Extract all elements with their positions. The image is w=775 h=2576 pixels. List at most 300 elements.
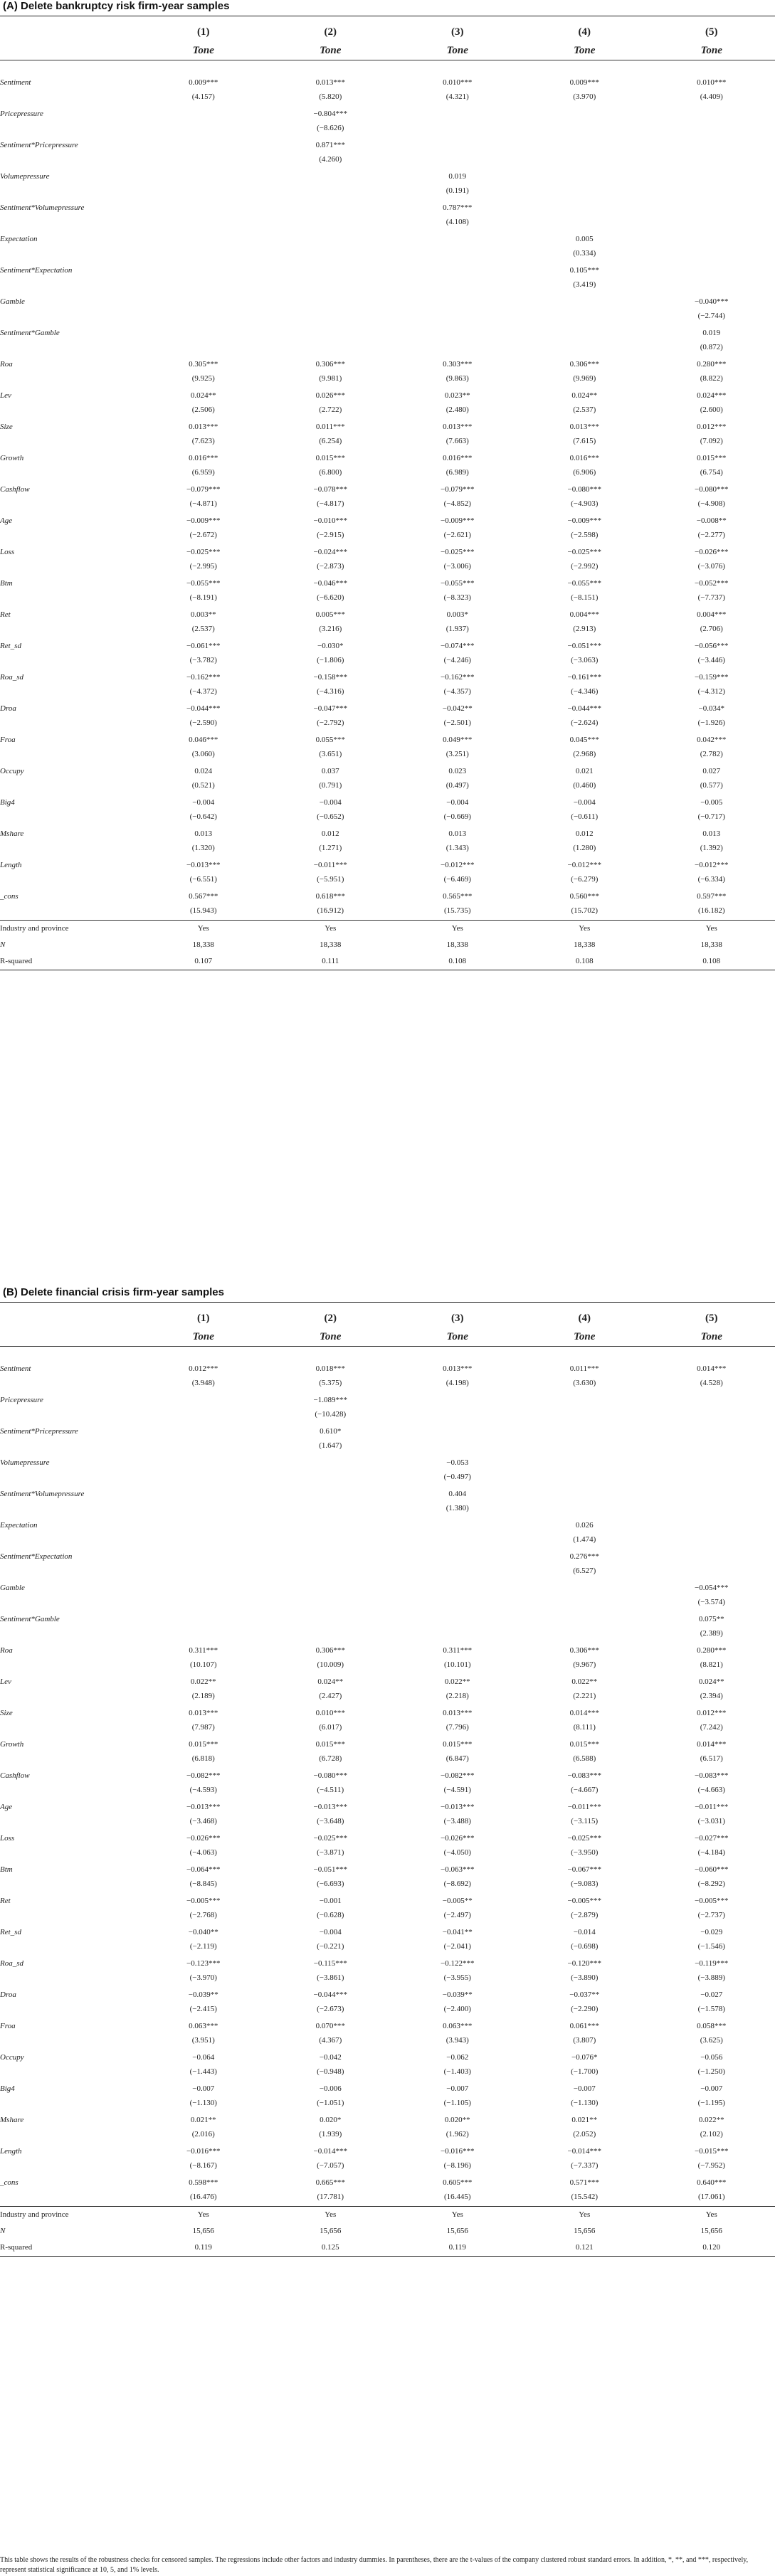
coefficient-cell: 0.019: [448, 172, 467, 181]
coefficient-cell: −0.004: [319, 798, 342, 807]
coefficient-cell: [140, 1486, 267, 1502]
t-statistic-cell: (10.107): [189, 1660, 217, 1669]
coefficient-cell: [648, 263, 775, 278]
coefficient-cell: 0.009***: [569, 78, 599, 87]
t-statistic-cell: [394, 1439, 521, 1455]
coefficient-row: [0, 2112, 775, 2128]
t-statistic-cell: [140, 1439, 267, 1455]
t-statistic-cell: (−3.890): [571, 1973, 599, 1982]
t-statistic-cell: [267, 1533, 394, 1549]
t-statistic-cell: (−8.323): [443, 593, 471, 602]
t-statistic-cell: (−4.511): [317, 1786, 344, 1794]
footer-value: 0.120: [648, 2240, 775, 2257]
coefficient-cell: −0.044***: [313, 1991, 347, 1999]
coefficient-row: [0, 1956, 775, 1971]
t-statistic-cell: (−8.191): [189, 593, 217, 602]
variable-label: Age: [0, 516, 13, 525]
coefficient-cell: 0.015***: [189, 1740, 218, 1749]
coefficient-row: [0, 889, 775, 904]
t-statistic-cell: (7.987): [191, 1723, 215, 1732]
t-statistic-cell: [521, 341, 648, 356]
coefficient-cell: −0.005***: [186, 1897, 221, 1905]
coefficient-cell: −0.013***: [441, 1803, 475, 1811]
coefficient-row: [0, 388, 775, 403]
t-statistic-cell: [267, 1596, 394, 1611]
coefficient-cell: −0.047***: [313, 704, 347, 713]
coefficient-cell: −0.162***: [441, 673, 475, 682]
t-statistic-row: [0, 1533, 775, 1549]
coefficient-row: [0, 763, 775, 779]
blank-label: [0, 372, 140, 388]
blank-label: [0, 1783, 140, 1799]
t-statistic-cell: (10.009): [317, 1660, 344, 1669]
blank-label: [0, 153, 140, 169]
t-statistic-cell: (3.943): [446, 2036, 469, 2045]
variable-label: Sentiment*Expectation: [0, 1552, 73, 1561]
coefficient-cell: 0.011***: [569, 1364, 599, 1373]
variable-label: Mshare: [0, 2116, 24, 2124]
coefficient-cell: [140, 1611, 267, 1627]
t-statistic-cell: [140, 247, 267, 263]
t-statistic-cell: (−10.428): [315, 1410, 347, 1419]
footer-row: [0, 953, 775, 970]
coefficient-row: [0, 1768, 775, 1783]
t-statistic-row: [0, 1752, 775, 1768]
coefficient-row: [0, 1611, 775, 1627]
coefficient-cell: 0.015***: [315, 1740, 345, 1749]
t-statistic-cell: (8.821): [700, 1660, 723, 1669]
coefficient-row: [0, 576, 775, 591]
t-statistic-cell: (−1.130): [189, 2099, 217, 2107]
blank-label: [0, 1971, 140, 1987]
header-spacer: [0, 1347, 775, 1362]
variable-label: Size: [0, 1709, 13, 1717]
coefficient-cell: −0.158***: [313, 673, 347, 682]
t-statistic-cell: (5.820): [319, 92, 342, 101]
t-statistic-cell: (10.101): [443, 1660, 471, 1669]
footer-value: 0.119: [394, 2240, 521, 2257]
coefficient-cell: [648, 231, 775, 247]
t-statistic-cell: (3.419): [573, 280, 596, 289]
variable-label: Sentiment*Gamble: [0, 329, 60, 337]
coefficient-cell: 0.024***: [697, 391, 727, 400]
coefficient-row: [0, 450, 775, 466]
coefficient-cell: [521, 1580, 648, 1596]
variable-label: Cashflow: [0, 485, 30, 494]
t-statistic-cell: (4.157): [191, 92, 215, 101]
t-statistic-cell: (−2.992): [571, 562, 599, 571]
coefficient-cell: 0.023: [448, 767, 467, 775]
variable-label: Froa: [0, 736, 16, 744]
section-b-top-rule: [0, 1302, 775, 1303]
t-statistic-cell: (−1.130): [571, 2099, 599, 2107]
coefficient-cell: 0.063***: [189, 2022, 218, 2030]
coefficient-cell: 0.009***: [189, 78, 218, 87]
footer-row: [0, 2223, 775, 2240]
t-statistic-cell: (−3.468): [189, 1817, 217, 1825]
t-statistic-cell: (17.061): [697, 2193, 725, 2201]
t-statistic-cell: (9.925): [191, 374, 215, 383]
coefficient-cell: 0.012: [321, 829, 339, 838]
t-statistic-cell: [648, 1470, 775, 1486]
coefficient-cell: −0.079***: [441, 485, 475, 494]
t-statistic-row: [0, 1690, 775, 1705]
coefficient-cell: 0.013***: [569, 423, 599, 431]
coefficient-row: [0, 1486, 775, 1502]
blank-label: [0, 779, 140, 795]
coefficient-row: [0, 2175, 775, 2190]
t-statistic-cell: (4.528): [700, 1379, 723, 1387]
t-statistic-cell: (−7.057): [317, 2161, 344, 2170]
t-statistic-cell: (15.735): [443, 906, 471, 915]
coefficient-cell: [140, 325, 267, 341]
coefficient-cell: 0.024**: [190, 391, 216, 400]
coefficient-cell: 0.016***: [443, 454, 473, 462]
variable-label: Droa: [0, 1991, 16, 1999]
coefficient-cell: [648, 1424, 775, 1439]
variable-label: Sentiment*Volumepressure: [0, 1490, 85, 1498]
t-statistic-cell: (3.951): [191, 2036, 215, 2045]
t-statistic-cell: [394, 309, 521, 325]
coefficient-row: [0, 2143, 775, 2159]
variable-label: Droa: [0, 704, 16, 713]
footer-label: Industry and province: [0, 921, 140, 938]
coefficient-cell: 0.013***: [189, 1709, 218, 1717]
coefficient-cell: 0.018***: [315, 1364, 345, 1373]
coefficient-cell: 0.015***: [697, 454, 727, 462]
footer-row: [0, 2207, 775, 2224]
t-statistic-cell: (−2.673): [317, 2005, 344, 2013]
coefficient-cell: 0.280***: [697, 360, 727, 369]
t-statistic-cell: [648, 247, 775, 263]
coefficient-cell: −0.079***: [186, 485, 221, 494]
coefficient-cell: −0.005**: [442, 1897, 473, 1905]
coefficient-cell: −0.074***: [441, 642, 475, 650]
coefficient-cell: 0.024: [194, 767, 213, 775]
t-statistic-cell: [140, 309, 267, 325]
variable-label: Gamble: [0, 297, 25, 306]
t-statistic-cell: (−8.692): [443, 1880, 471, 1888]
header-blank: [0, 23, 140, 41]
coefficient-cell: −0.007: [192, 2084, 215, 2093]
coefficient-cell: 0.045***: [569, 736, 599, 744]
coefficient-cell: −0.052***: [695, 579, 729, 588]
coefficient-cell: −0.083***: [695, 1771, 729, 1780]
coefficient-cell: [140, 137, 267, 153]
coefficient-cell: [394, 1580, 521, 1596]
coefficient-cell: −0.004: [319, 1928, 342, 1936]
coefficient-cell: −0.123***: [186, 1959, 221, 1968]
t-statistic-cell: (5.375): [319, 1379, 342, 1387]
t-statistic-cell: [394, 122, 521, 137]
footer-value: Yes: [521, 921, 648, 938]
t-statistic-cell: (−7.737): [697, 593, 725, 602]
t-statistic-cell: [521, 1502, 648, 1517]
coefficient-cell: −0.063***: [441, 1865, 475, 1874]
t-statistic-cell: [648, 1408, 775, 1424]
blank-label: [0, 1564, 140, 1580]
t-statistic-row: [0, 1877, 775, 1893]
variable-label: Occupy: [0, 767, 24, 775]
footer-value: 18,338: [700, 940, 722, 949]
footer-value: 18,338: [320, 940, 342, 949]
coefficient-cell: −0.055***: [567, 579, 601, 588]
t-statistic-cell: (1.939): [319, 2130, 342, 2138]
coefficient-cell: −0.012***: [695, 861, 729, 869]
blank-label: [0, 1909, 140, 1924]
coefficient-cell: −0.029: [700, 1928, 723, 1936]
t-statistic-cell: (−1.578): [697, 2005, 725, 2013]
coefficient-cell: −0.055***: [186, 579, 221, 588]
blank-label: [0, 2003, 140, 2018]
t-statistic-cell: (17.781): [317, 2193, 344, 2201]
coefficient-cell: −0.009***: [441, 516, 475, 525]
t-statistic-cell: (6.728): [319, 1754, 342, 1763]
coefficient-cell: 0.303***: [443, 360, 473, 369]
coefficient-cell: 0.022**: [571, 1677, 598, 1686]
t-statistic-row: [0, 403, 775, 419]
t-statistic-cell: (−0.698): [571, 1942, 599, 1951]
t-statistic-cell: (−3.063): [571, 656, 599, 664]
column-dependent-var: Tone: [192, 45, 214, 56]
column-number: (4): [578, 1313, 591, 1324]
t-statistic-row: [0, 622, 775, 638]
t-statistic-cell: [521, 1627, 648, 1643]
t-statistic-cell: (−2.400): [443, 2005, 471, 2013]
blank-label: [0, 2128, 140, 2143]
blank-label: [0, 90, 140, 106]
t-statistic-cell: (2.706): [700, 625, 723, 633]
coefficient-cell: −0.008**: [696, 516, 727, 525]
t-statistic-cell: (2.394): [700, 1692, 723, 1700]
coefficient-cell: −0.001: [319, 1897, 342, 1905]
t-statistic-cell: (−4.908): [697, 499, 725, 508]
coefficient-cell: [648, 1455, 775, 1470]
t-statistic-cell: [394, 1408, 521, 1424]
coefficient-row: [0, 795, 775, 810]
coefficient-cell: 0.016***: [569, 454, 599, 462]
coefficient-cell: −0.083***: [567, 1771, 601, 1780]
coefficient-cell: 0.305***: [189, 360, 218, 369]
coefficient-cell: 0.276***: [569, 1552, 599, 1561]
coefficient-cell: 0.020*: [320, 2116, 342, 2124]
t-statistic-cell: [648, 122, 775, 137]
footer-value: 15,656: [192, 2227, 214, 2235]
coefficient-cell: −0.016***: [441, 2147, 475, 2156]
variable-label: Sentiment*Pricepressure: [0, 1427, 78, 1436]
t-statistic-cell: [648, 1439, 775, 1455]
t-statistic-cell: (2.782): [700, 750, 723, 758]
coefficient-cell: −0.011***: [695, 1803, 729, 1811]
coefficient-cell: 0.012: [575, 829, 594, 838]
coefficient-cell: −0.064: [192, 2053, 215, 2062]
footer-value: 0.108: [521, 953, 648, 970]
coefficient-cell: −0.119***: [695, 1959, 729, 1968]
t-statistic-cell: (−0.948): [317, 2067, 344, 2076]
t-statistic-cell: [267, 216, 394, 231]
t-statistic-cell: (9.969): [573, 374, 596, 383]
regression-table-a: [0, 23, 775, 970]
variable-label: Pricepressure: [0, 110, 43, 118]
coefficient-cell: 0.004***: [569, 610, 599, 619]
t-statistic-cell: [521, 1470, 648, 1486]
coefficient-cell: 0.012***: [189, 1364, 218, 1373]
coefficient-cell: −0.011***: [567, 1803, 601, 1811]
t-statistic-cell: [521, 184, 648, 200]
coefficient-cell: −1.089***: [313, 1396, 347, 1404]
variable-label: Mshare: [0, 829, 24, 838]
coefficient-cell: −0.051***: [567, 642, 601, 650]
coefficient-cell: 0.026: [575, 1521, 594, 1530]
t-statistic-cell: (−7.337): [571, 2161, 599, 2170]
coefficient-row: [0, 1893, 775, 1909]
t-statistic-cell: (2.389): [700, 1629, 723, 1638]
t-statistic-row: [0, 2003, 775, 2018]
coefficient-cell: −0.006: [319, 2084, 342, 2093]
coefficient-cell: 0.013***: [443, 1709, 473, 1717]
column-dependent-var: Tone: [700, 1331, 722, 1342]
t-statistic-cell: (1.962): [446, 2130, 469, 2138]
t-statistic-cell: (1.937): [446, 625, 469, 633]
footer-label: N: [0, 2227, 6, 2235]
coefficient-cell: 0.011***: [315, 423, 345, 431]
t-statistic-cell: (−3.889): [697, 1973, 725, 1982]
coefficient-cell: 0.306***: [569, 360, 599, 369]
t-statistic-cell: [394, 153, 521, 169]
coefficient-cell: −0.004: [192, 798, 215, 807]
coefficient-cell: [521, 1424, 648, 1439]
t-statistic-cell: (15.702): [571, 906, 599, 915]
coefficient-cell: 0.010***: [697, 78, 727, 87]
t-statistic-row: [0, 1377, 775, 1392]
t-statistic-cell: (−4.316): [317, 687, 344, 696]
footer-value: 0.108: [648, 953, 775, 970]
coefficient-cell: 0.058***: [697, 2022, 727, 2030]
blank-label: [0, 1690, 140, 1705]
t-statistic-cell: (−2.277): [697, 531, 725, 539]
coefficient-cell: [394, 231, 521, 247]
t-statistic-cell: (0.191): [446, 186, 469, 195]
t-statistic-cell: (−4.063): [189, 1848, 217, 1857]
coefficient-cell: −0.013***: [186, 861, 221, 869]
t-statistic-cell: [140, 184, 267, 200]
variable-label: _cons: [0, 2178, 19, 2187]
blank-label: [0, 2190, 140, 2207]
t-statistic-cell: [521, 153, 648, 169]
t-statistic-cell: (6.754): [700, 468, 723, 477]
coefficient-cell: 0.311***: [189, 1646, 218, 1655]
footer-value: Yes: [394, 921, 521, 938]
column-number: (5): [705, 1313, 718, 1324]
variable-label: Sentiment: [0, 78, 31, 87]
t-statistic-cell: [267, 1502, 394, 1517]
coefficient-cell: −0.026***: [441, 1834, 475, 1843]
variable-label: Big4: [0, 2084, 15, 2093]
blank-label: [0, 560, 140, 576]
coefficient-row: [0, 1643, 775, 1658]
coefficient-row: [0, 325, 775, 341]
t-statistic-cell: (4.108): [446, 218, 469, 226]
variable-label: Gamble: [0, 1584, 25, 1592]
t-statistic-row: [0, 2097, 775, 2112]
t-statistic-cell: (6.989): [446, 468, 469, 477]
coefficient-row: [0, 482, 775, 497]
coefficient-cell: 0.022**: [698, 2116, 724, 2124]
coefficient-cell: −0.080***: [313, 1771, 347, 1780]
t-statistic-cell: [140, 278, 267, 294]
t-statistic-cell: [648, 153, 775, 169]
coefficient-cell: [394, 137, 521, 153]
t-statistic-cell: (−2.290): [571, 2005, 599, 2013]
coefficient-row: [0, 607, 775, 622]
t-statistic-cell: (16.476): [189, 2193, 217, 2201]
t-statistic-cell: [394, 247, 521, 263]
coefficient-row: [0, 1862, 775, 1877]
variable-label: Sentiment*Gamble: [0, 1615, 60, 1623]
t-statistic-row: [0, 1909, 775, 1924]
t-statistic-cell: (16.912): [317, 906, 344, 915]
coefficient-cell: −0.040**: [188, 1928, 218, 1936]
coefficient-cell: [140, 1455, 267, 1470]
blank-label: [0, 1533, 140, 1549]
t-statistic-cell: (−3.871): [317, 1848, 344, 1857]
coefficient-cell: 0.010***: [443, 78, 473, 87]
coefficient-cell: [267, 294, 394, 309]
coefficient-row: [0, 75, 775, 90]
t-statistic-cell: [140, 1470, 267, 1486]
blank-label: [0, 1439, 140, 1455]
coefficient-cell: 0.105***: [569, 266, 599, 275]
coefficient-cell: −0.027: [700, 1991, 723, 1999]
t-statistic-cell: (−1.051): [317, 2099, 344, 2107]
coefficient-cell: −0.039**: [442, 1991, 473, 1999]
t-statistic-cell: [648, 1502, 775, 1517]
coefficient-cell: −0.004: [446, 798, 469, 807]
t-statistic-cell: (−2.497): [443, 1911, 471, 1919]
t-statistic-cell: (−1.926): [697, 719, 725, 727]
t-statistic-cell: (2.537): [191, 625, 215, 633]
blank-label: [0, 685, 140, 701]
t-statistic-row: [0, 560, 775, 576]
coefficient-cell: 0.055***: [315, 736, 345, 744]
t-statistic-cell: (−2.672): [189, 531, 217, 539]
t-statistic-cell: (3.948): [191, 1379, 215, 1387]
t-statistic-cell: (−8.626): [317, 124, 344, 132]
coefficient-cell: −0.025***: [313, 1834, 347, 1843]
coefficient-row: [0, 1799, 775, 1815]
coefficient-cell: [394, 1549, 521, 1564]
t-statistic-cell: (6.588): [573, 1754, 596, 1763]
coefficient-cell: 0.013***: [189, 423, 218, 431]
t-statistic-cell: (−3.446): [697, 656, 725, 664]
coefficient-cell: −0.061***: [186, 642, 221, 650]
footer-row: [0, 937, 775, 953]
t-statistic-cell: (−4.817): [317, 499, 344, 508]
t-statistic-row: [0, 2159, 775, 2175]
footer-value: Yes: [394, 2207, 521, 2224]
coefficient-cell: [267, 1517, 394, 1533]
t-statistic-row: [0, 654, 775, 669]
t-statistic-cell: (−4.852): [443, 499, 471, 508]
t-statistic-cell: [521, 309, 648, 325]
coefficient-cell: −0.014: [573, 1928, 596, 1936]
blank-label: [0, 341, 140, 356]
coefficient-cell: −0.012***: [441, 861, 475, 869]
t-statistic-row: [0, 1971, 775, 1987]
t-statistic-cell: (−4.871): [189, 499, 217, 508]
blank-label: [0, 1658, 140, 1674]
coefficient-cell: 0.037: [321, 767, 339, 775]
